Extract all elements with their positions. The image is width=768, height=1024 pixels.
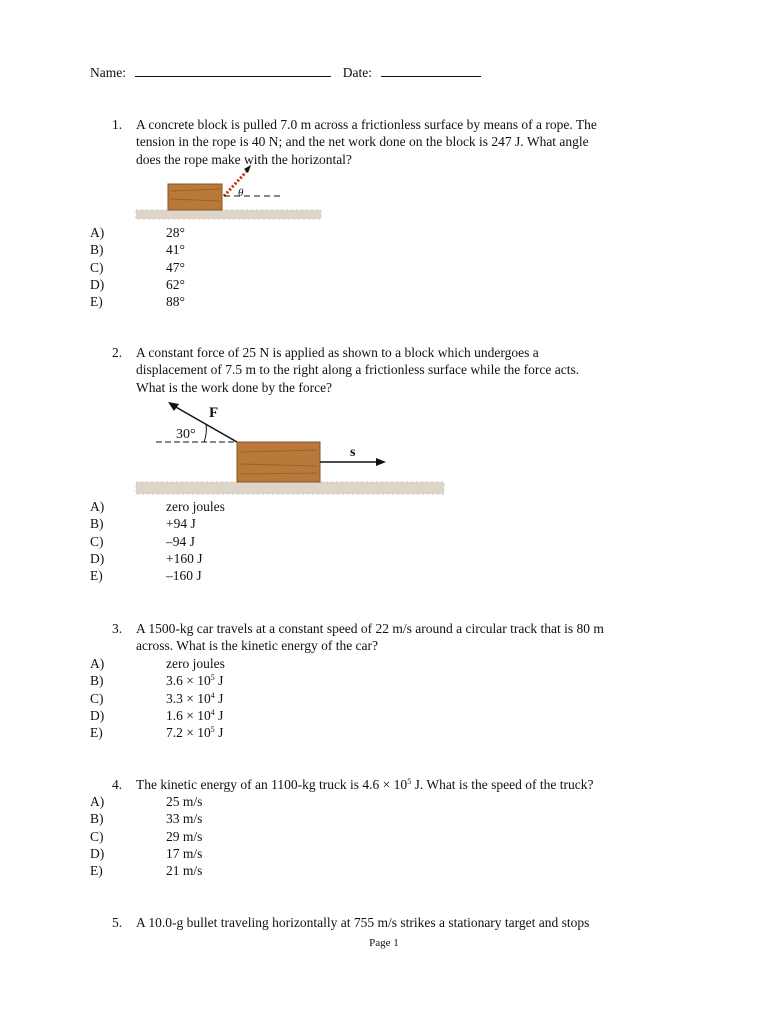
block xyxy=(237,442,320,482)
question-line: does the rope make with the horizontal? xyxy=(136,151,352,167)
choice-b[interactable]: B) 41° xyxy=(90,242,185,258)
name-label: Name: xyxy=(90,65,126,80)
angle-symbol: θ xyxy=(238,187,244,199)
date-field[interactable] xyxy=(381,63,481,77)
question-number: 3. xyxy=(112,621,123,636)
question-line: tension in the rope is 40 N; and the net work done on the block is 247 J. What angle xyxy=(136,134,589,150)
force-arrow-head xyxy=(168,402,179,411)
date-label: Date: xyxy=(342,65,372,80)
question-number: 4. xyxy=(112,777,123,792)
choice-c[interactable]: C) –94 J xyxy=(90,533,195,549)
choice-e[interactable]: E) $7.2 \times 10^5$ J xyxy=(90,725,224,741)
angle-label: 30° xyxy=(176,427,196,442)
choice-list xyxy=(90,498,225,584)
choice-a[interactable]: A) zero joules xyxy=(90,499,225,514)
question-text xyxy=(136,776,661,793)
question-number: 5. xyxy=(112,915,123,930)
question-text xyxy=(136,116,661,168)
displacement-label: s xyxy=(350,445,356,460)
displacement-arrow-head xyxy=(376,458,386,466)
page-footer: Page 1 xyxy=(369,937,399,949)
question-line: across. What is the kinetic energy of the car? xyxy=(136,638,379,654)
question-line: A 1500-kg car travels at a constant speed of 22 m/s around a circular track that is 80 m xyxy=(136,621,604,636)
name-field[interactable] xyxy=(135,63,331,77)
force-label: F xyxy=(209,405,219,421)
question-text xyxy=(136,914,661,931)
choice-e[interactable]: E) 88° xyxy=(90,294,185,310)
question-line: What is the work done by the force? xyxy=(136,379,333,395)
choice-c[interactable]: C) 47° xyxy=(90,259,185,275)
rope-block-figure xyxy=(134,164,324,224)
floor xyxy=(136,482,444,494)
question-line: A concrete block is pulled 7.0 m across a frictionless surface by means of a rope. The xyxy=(136,117,597,132)
choice-b[interactable]: B) 33 m/s xyxy=(90,811,203,827)
question-line: A constant force of 25 N is applied as shown to a block which undergoes a xyxy=(136,345,539,360)
question-text xyxy=(136,344,661,396)
question-text xyxy=(136,620,661,655)
choice-d[interactable]: D) 17 m/s xyxy=(90,845,203,861)
floor xyxy=(136,210,321,219)
choice-a[interactable]: A) 28° xyxy=(90,225,185,240)
question-line: A 10.0-g bullet traveling horizontally at 755 m/s strikes a stationary target and stops xyxy=(136,915,590,930)
choice-d[interactable]: D) +160 J xyxy=(90,550,203,566)
question-number: 1. xyxy=(112,117,123,132)
choice-b[interactable]: B) +94 J xyxy=(90,516,196,532)
choice-c[interactable]: C) $3.3 \times 10^4$ J xyxy=(90,690,224,706)
choice-c[interactable]: C) 29 m/s xyxy=(90,828,203,844)
choice-b[interactable]: B) $3.6 \times 10^5$ J xyxy=(90,673,224,689)
choice-a[interactable]: A) zero joules xyxy=(90,656,225,671)
choice-e[interactable]: E) 21 m/s xyxy=(90,863,203,879)
choice-list xyxy=(90,224,185,310)
angle-arc xyxy=(204,424,206,442)
force-block-figure xyxy=(134,398,446,498)
choice-d[interactable]: D) $1.6 \times 10^4$ J xyxy=(90,707,224,723)
choice-list xyxy=(90,655,225,741)
question-line: displacement of 7.5 m to the right along a frictionless surface while the force acts. xyxy=(136,362,580,378)
question-line: The kinetic energy of an 1100-kg truck is $4.6 \times 10^5$ J. What is the speed of the truck? xyxy=(136,777,594,792)
header xyxy=(90,63,481,81)
choice-list xyxy=(90,793,202,879)
question-number: 2. xyxy=(112,345,123,360)
choice-e[interactable]: E) –160 J xyxy=(90,568,202,584)
concrete-block xyxy=(168,184,222,210)
choice-d[interactable]: D) 62° xyxy=(90,276,185,292)
choice-a[interactable]: A) 25 m/s xyxy=(90,794,203,809)
